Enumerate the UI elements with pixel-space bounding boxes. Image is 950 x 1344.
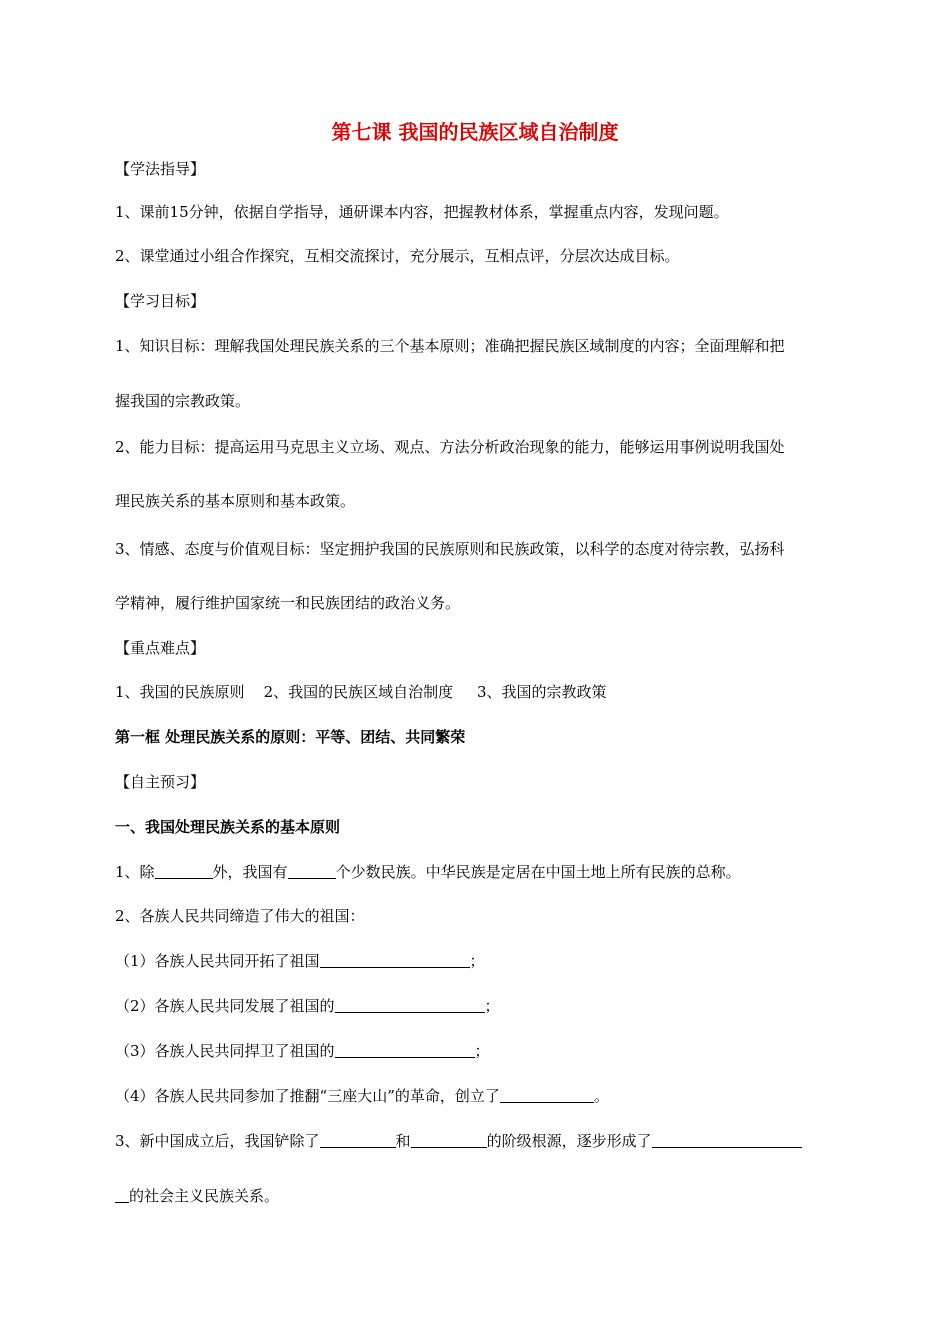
mubiao-item-3b: 学精神，履行维护国家统一和民族团结的政治义务。 xyxy=(115,594,461,612)
question-2: 2、各族人民共同缔造了伟大的祖国： xyxy=(115,907,365,925)
q2-3-text: （3）各族人民共同捍卫了祖国的 xyxy=(115,1042,335,1060)
xuefa-item-2: 2、课堂通过小组合作探究，互相交流探讨，充分展示，互相点评，分层次达成目标。 xyxy=(115,247,680,265)
q3-blank-3-cont[interactable] xyxy=(115,1186,129,1203)
q3-blank-3[interactable] xyxy=(652,1131,802,1148)
q1-blank-1[interactable] xyxy=(155,862,213,879)
yuxi-subtitle: 一、我国处理民族关系的基本原则 xyxy=(115,818,341,836)
q2-4-text: （4）各族人民共同参加了推翻“三座大山”的革命，创立了 xyxy=(115,1087,500,1105)
q3-blank-1[interactable] xyxy=(320,1131,396,1148)
yuxi-header: 【自主预习】 xyxy=(115,773,206,791)
q3-text-d: 的社会主义民族关系。 xyxy=(129,1187,280,1205)
mubiao-item-2a: 2、能力目标：提高运用马克思主义立场、观点、方法分析政治现象的能力，能够运用事例说明我国处 xyxy=(115,438,785,456)
q1-text-b: 外，我国有 xyxy=(212,863,288,881)
mubiao-item-3a: 3、情感、态度与价值观目标：坚定拥护我国的民族原则和民族政策，以科学的态度对待宗教，弘扬科 xyxy=(115,540,785,558)
question-2-2 xyxy=(115,995,500,1017)
q2-4-blank[interactable] xyxy=(500,1086,594,1103)
question-2-1 xyxy=(115,950,485,972)
mubiao-item-2b: 理民族关系的基本原则和基本政策。 xyxy=(115,492,356,510)
q2-1-blank[interactable] xyxy=(320,951,470,968)
q2-1-text: （1）各族人民共同开拓了祖国 xyxy=(115,952,320,970)
q1-text-a: 1、除 xyxy=(115,863,155,881)
q2-3-blank[interactable] xyxy=(335,1041,475,1058)
q2-2-end: ； xyxy=(484,997,500,1015)
q1-text-c: 个少数民族。中华民族是定居在中国土地上所有民族的总称。 xyxy=(335,863,741,881)
zhongdian-header: 【重点难点】 xyxy=(115,639,206,657)
question-1 xyxy=(115,861,741,883)
mubiao-item-1b: 握我国的宗教政策。 xyxy=(115,392,251,410)
mubiao-header: 【学习目标】 xyxy=(115,292,206,310)
question-3-cont xyxy=(115,1185,279,1207)
q2-3-end: ； xyxy=(474,1042,490,1060)
zhongdian-items: 1、我国的民族原则 2、我国的民族区域自治制度 3、我国的宗教政策 xyxy=(115,683,607,701)
q2-4-end: 。 xyxy=(593,1087,609,1105)
question-3 xyxy=(115,1130,802,1152)
question-2-4 xyxy=(115,1085,609,1107)
question-2-3 xyxy=(115,1040,490,1062)
q2-2-blank[interactable] xyxy=(335,996,485,1013)
lesson-title: 第七课 我国的民族区域自治制度 xyxy=(331,120,619,144)
q3-text-c: 的阶级根源，逐步形成了 xyxy=(486,1132,652,1150)
q2-1-end: ； xyxy=(469,952,485,970)
xuefa-header: 【学法指导】 xyxy=(115,160,206,178)
q3-text-a: 3、新中国成立后，我国铲除了 xyxy=(115,1132,320,1150)
xuefa-item-1: 1、课前15分钟，依据自学指导，通研课本内容，把握教材体系，掌握重点内容，发现问题。 xyxy=(115,203,729,221)
q2-2-text: （2）各族人民共同发展了祖国的 xyxy=(115,997,335,1015)
q3-text-b: 和 xyxy=(395,1132,411,1150)
section-title: 第一框 处理民族关系的原则：平等、团结、共同繁荣 xyxy=(115,728,466,746)
q1-blank-2[interactable] xyxy=(288,862,336,879)
mubiao-item-1a: 1、知识目标：理解我国处理民族关系的三个基本原则；准确把握民族区域制度的内容；全面理解和把 xyxy=(115,337,785,355)
q3-blank-2[interactable] xyxy=(411,1131,487,1148)
